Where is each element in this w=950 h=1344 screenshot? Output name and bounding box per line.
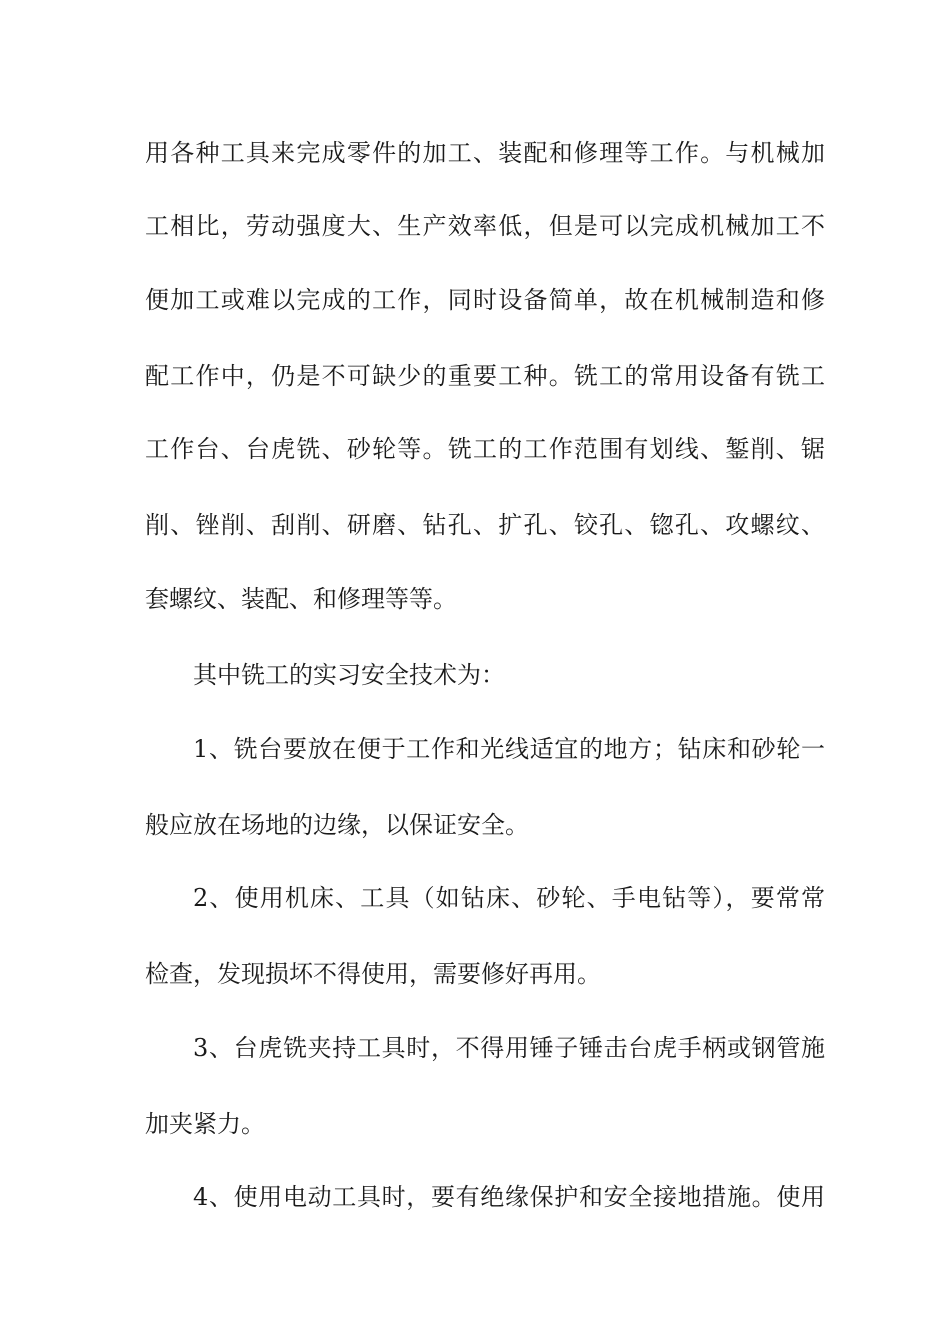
paragraph-line: 般应放在场地的边缘，以保证安全。 <box>145 811 529 839</box>
paragraph-line: 工作台、台虎铣、砂轮等。铣工的工作范围有划线、錾削、锯 <box>145 435 825 463</box>
paragraph-line: 2、使用机床、工具（如钻床、砂轮、手电钻等），要常常 <box>193 884 825 912</box>
paragraph-line: 削、锉削、刮削、研磨、钻孔、扩孔、铰孔、锪孔、攻螺纹、 <box>145 511 825 539</box>
paragraph-line: 3、台虎铣夹持工具时，不得用锤子锤击台虎手柄或钢管施 <box>193 1034 825 1062</box>
paragraph-line: 便加工或难以完成的工作，同时设备简单，故在机械制造和修 <box>145 286 825 314</box>
paragraph-line: 检查，发现损坏不得使用，需要修好再用。 <box>145 960 601 988</box>
paragraph-line: 其中铣工的实习安全技术为： <box>193 661 505 689</box>
paragraph-line: 工相比，劳动强度大、生产效率低，但是可以完成机械加工不 <box>145 212 825 240</box>
paragraph-line: 加夹紧力。 <box>145 1110 265 1138</box>
paragraph-line: 1、铣台要放在便于工作和光线适宜的地方；钻床和砂轮一 <box>193 735 825 763</box>
paragraph-line: 配工作中，仍是不可缺少的重要工种。铣工的常用设备有铣工 <box>145 362 825 390</box>
paragraph-line: 套螺纹、装配、和修理等等。 <box>145 585 457 613</box>
paragraph-line: 4、使用电动工具时，要有绝缘保护和安全接地措施。使用 <box>193 1183 825 1211</box>
paragraph-line: 用各种工具来完成零件的加工、装配和修理等工作。与机械加 <box>145 139 825 167</box>
